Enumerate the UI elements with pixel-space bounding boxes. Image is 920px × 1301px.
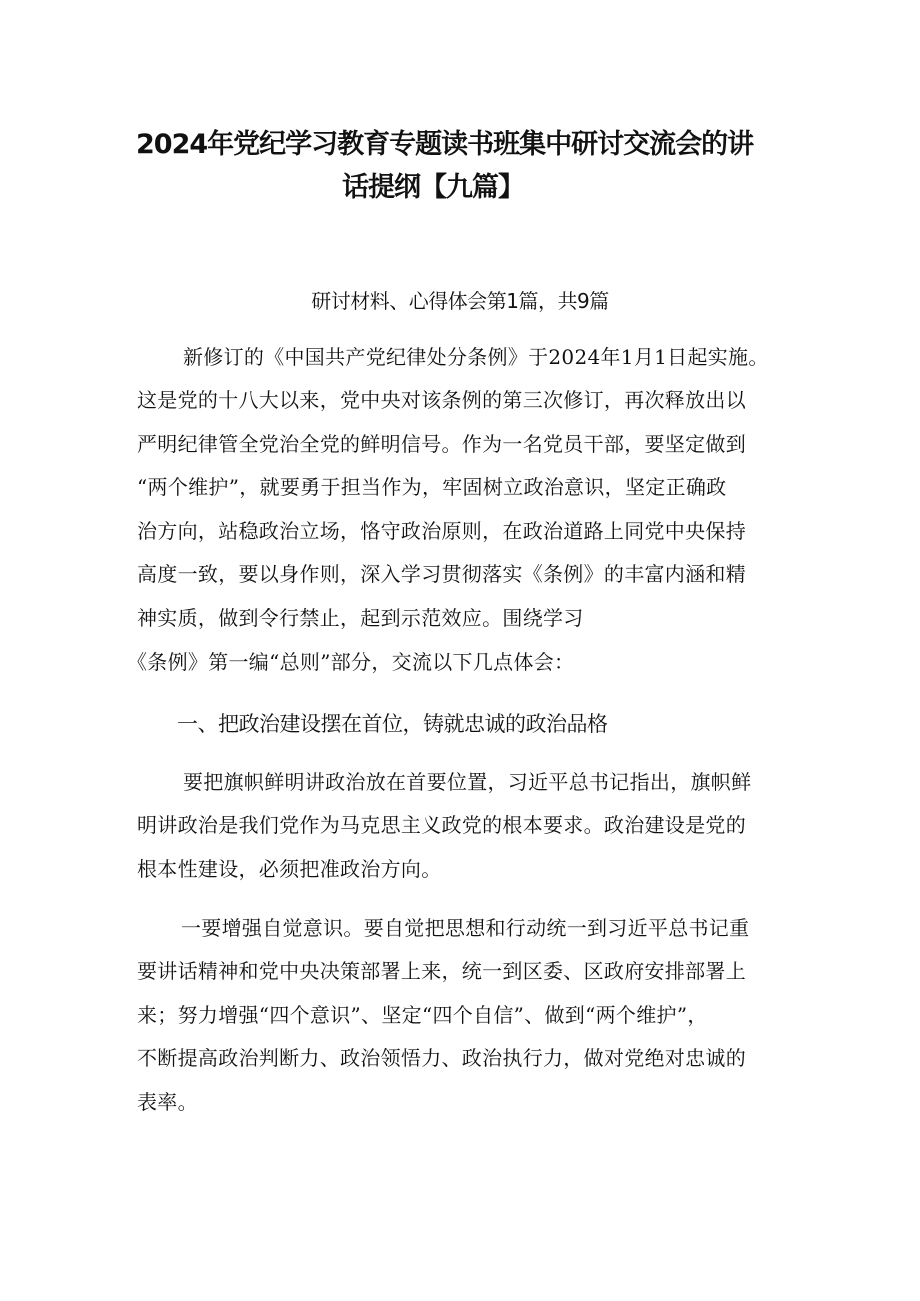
document-subtitle: 研讨材料、心得体会第1篇，共9篇: [311, 289, 609, 313]
intro-line: 这是党的十八大以来，党中央对该条例的第三次修订，再次释放出以: [137, 388, 746, 412]
document-title-line-2: 话提纲【九篇】: [342, 172, 524, 203]
paragraph-line: 要把旗帜鲜明讲政治放在首要位置，习近平总书记指出，旗帜鲜: [183, 770, 752, 794]
paragraph-line: 根本性建设，必须把准政治方向。: [137, 857, 442, 881]
intro-line: 《条例》第一编“总则”部分，交流以下几点体会：: [127, 650, 575, 674]
intro-line: “两个维护”，就要勇于担当作为，牢固树立政治意识，坚定正确政: [137, 475, 727, 499]
intro-line: 治方向，站稳政治立场，恪守政治原则，在政治道路上同党中央保持: [137, 519, 746, 543]
intro-line: 高度一致，要以身作则，深入学习贯彻落实《条例》的丰富内涵和精: [137, 562, 746, 586]
paragraph-line: 要讲话精神和党中央决策部署上来，统一到区委、区政府安排部署上: [137, 959, 746, 983]
paragraph-line: 明讲政治是我们党作为马克思主义政党的根本要求。政治建设是党的: [137, 813, 746, 837]
paragraph-line: 一要增强自觉意识。要自觉把思想和行动统一到习近平总书记重: [181, 916, 750, 940]
paragraph-line: 不断提高政治判断力、政治领悟力、政治执行力，做对党绝对忠诚的: [137, 1046, 746, 1070]
intro-line: 严明纪律管全党治全党的鲜明信号。作为一名党员干部，要坚定做到: [137, 432, 746, 456]
section-heading: 一、把政治建设摆在首位，铸就忠诚的政治品格: [177, 712, 608, 736]
intro-line: 神实质，做到令行禁止，起到示范效应。围绕学习: [137, 606, 584, 630]
paragraph-line: 表率。: [137, 1090, 198, 1114]
intro-line: 新修订的《中国共产党纪律处分条例》于2024年1月1日起实施。: [183, 345, 769, 369]
paragraph-line: 来；努力增强“四个意识”、坚定“四个自信”、做到“两个维护”，: [137, 1003, 708, 1027]
document-title-line-1: 2024年党纪学习教育专题读书班集中研讨交流会的讲: [136, 129, 754, 160]
